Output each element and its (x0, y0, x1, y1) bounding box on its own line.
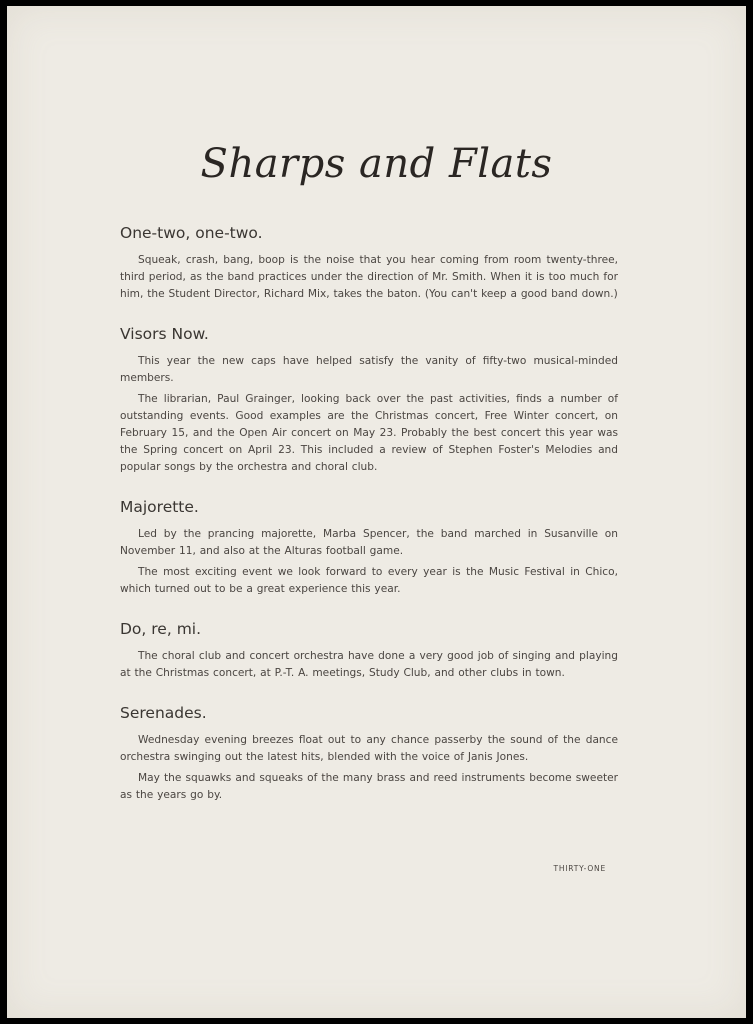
section-heading: Majorette. (120, 498, 199, 516)
section-heading: Serenades. (120, 704, 207, 722)
section-paragraph: The most exciting event we look forward to every year is the Music Festival in Chico, which turned out to be a great experience this year. (120, 566, 618, 595)
section-paragraph: The choral club and concert orchestra have done a very good job of singing and playing at the Christmas concert, at P.-T. A. meetings, Study Club, and other clubs in town. (120, 650, 618, 679)
article-body (120, 224, 618, 826)
section-majorette (120, 498, 618, 598)
page-number: THIRTY-ONE (553, 864, 606, 873)
section-paragraph: Wednesday evening breezes float out to any chance passerby the sound of the dance orchestra swinging out the latest hits, blended with the voice of Janis Jones. (120, 734, 618, 763)
section-heading: Visors Now. (120, 325, 209, 343)
document-page (7, 6, 746, 1018)
section-paragraph: The librarian, Paul Grainger, looking back over the past activities, finds a number of outstanding events. Good examples are the Christmas concert, Free Winter concert, on February 15, and the Open Air concert on May 23. Probably the best concert this year was the Spring concert on April 23. This included a review of Stephen Foster's Melodies and popular songs by the orchestra and choral club. (120, 393, 618, 473)
section-heading: One-two, one-two. (120, 224, 263, 242)
section-heading: Do, re, mi. (120, 620, 202, 638)
section-do-re-mi (120, 620, 618, 682)
section-serenades (120, 704, 618, 804)
section-paragraph: Squeak, crash, bang, boop is the noise that you hear coming from room twenty-three, third period, as the band practices under the direction of Mr. Smith. When it is too much for him, the Student Director, Richard Mix, takes the baton. (You can't keep a good band down.) (120, 254, 618, 300)
section-paragraph: This year the new caps have helped satisfy the vanity of fifty-two musical-minded members. (120, 355, 618, 384)
page-title: Sharps and Flats (200, 141, 553, 187)
section-paragraph: May the squawks and squeaks of the many brass and reed instruments become sweeter as the years go by. (120, 772, 618, 801)
section-visors-now (120, 325, 618, 476)
section-one-two (120, 224, 618, 303)
section-paragraph: Led by the prancing majorette, Marba Spencer, the band marched in Susanville on November 11, and also at the Alturas football game. (120, 528, 618, 557)
